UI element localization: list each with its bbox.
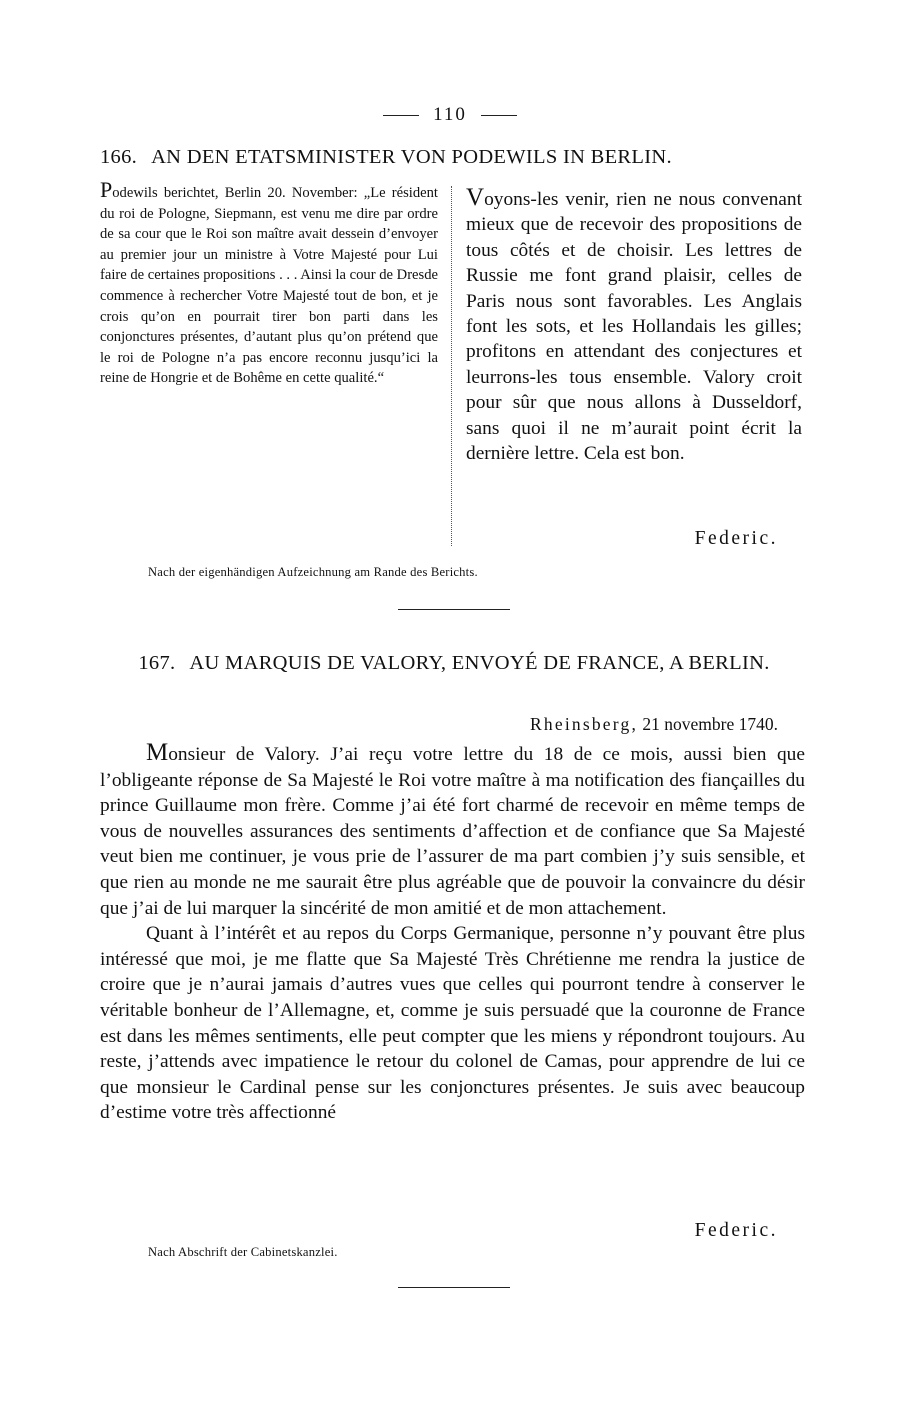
- doc166-reply-text: oyons-les venir, rien ne nous convenant mieux que de recevoir des propositions de tous côtés et de choisir. Les lettres de Russie me font grand plaisir, celles de Paris nous sont favorables. Les Anglais font les sots, et les Hollandais les gilles; profitons en attendant des conjectures et leurrons-les tous ensemble. Valory croit pour sûr que nous allons à Dusseldorf, sans quoi il ne m’aurait point écrit la dernière lettre. Cela est bon.: [466, 189, 802, 465]
- page-number-line: [0, 100, 900, 130]
- doc166-report-column: [100, 177, 438, 389]
- doc166-number: 166.: [100, 146, 138, 168]
- doc167-p1-initial: M: [146, 739, 169, 766]
- doc167-signature: Federic.: [694, 1220, 778, 1241]
- doc167-date-place: Rheinsberg,: [530, 714, 639, 734]
- page-number: 110: [433, 104, 467, 125]
- doc167-p1-text: onsieur de Valory. J’ai reçu votre lettre du 18 de ce mois, aussi bien que l’obligeante réponse de Sa Majesté le Roi votre maître à ma notification des fiançailles du prince Guillaume mon frère. Comme j’ai été fort charmé de recevoir en même temps de vous de nouvelles assurances des sentiments d’affection et de confiance que Sa Majesté veut bien me continuer, je vous prie de l’assurer de ma part combien j’y suis sensible, et que rien au monde ne me saurait être plus agréable que de pouvoir la convaincre du désir que j’ai de lui marquer la sincérité de mon amitié et de mon attachement.: [100, 744, 805, 919]
- doc167-date: 21 novembre 1740.: [638, 714, 778, 734]
- end-divider-rule: [398, 1287, 510, 1288]
- doc167-title: AU MARQUIS DE VALORY, ENVOYÉ DE FRANCE, A BERLIN.: [189, 652, 770, 674]
- doc166-heading: [100, 144, 805, 170]
- doc166-signature: Federic.: [694, 528, 778, 549]
- doc167-dateline: [530, 714, 778, 735]
- doc166-reply-column: [466, 184, 802, 466]
- doc166-title: AN DEN ETATSMINISTER VON PODEWILS IN BERLIN.: [151, 146, 672, 168]
- page-number-left-dash: [383, 115, 419, 116]
- doc167-source-note: Nach Abschrift der Cabinetskanzlei.: [148, 1245, 338, 1259]
- doc166-reply-initial: V: [466, 184, 485, 211]
- page-number-right-dash: [481, 115, 517, 116]
- doc167-paragraph-2: Quant à l’intérêt et au repos du Corps Germanique, personne n’y pouvant être plus intéressé que moi, je me flatte que Sa Majesté Très Chrétienne me rendra la justice de croire que je n’aurai jamais d’autres vues que celles qui pourront tendre à conserver le véritable bonheur de l’Allemagne, et, comme je suis persuadé que la couronne de France est dans les mêmes sentiments, elle peut compter que les miens y répondront toujours. Au reste, j’attends avec impatience le retour du colonel de Camas, pour apprendre de lui ce que monsieur le Cardinal pense sur les conjonctures présentes. Je suis avec beaucoup d’estime votre très affectionné: [100, 923, 805, 1124]
- doc166-source-note: Nach der eigenhändigen Aufzeichnung am Rande des Berichts.: [148, 565, 478, 579]
- doc167-letter-body: [100, 739, 805, 1126]
- doc167-number: 167.: [138, 652, 176, 674]
- doc167-heading: [124, 650, 784, 676]
- doc167-paragraph-1: [100, 739, 805, 921]
- column-divider: [451, 186, 452, 546]
- section-divider-rule: [398, 609, 510, 610]
- doc166-report-initial: P: [100, 177, 113, 202]
- doc166-report-text: odewils berichtet, Berlin 20. November: „Le résident du roi de Pologne, Siepmann, est venu me dire par ordre de sa cour que le Roi son maître avait dessein d’envoyer au premier jour un ministre à Votre Majesté pour Lui faire de certaines propositions . . . Ainsi la cour de Dresde commence à rechercher Votre Majesté tout de bon, et je crois qu’on en pourrait tirer bon parti dans les conjonctures présentes, d’autant plus qu’on prétend que le roi de Pologne n’a pas encore reconnu jusqu’ici la reine de Hongrie et de Bohême en cette qualité.“: [100, 185, 438, 387]
